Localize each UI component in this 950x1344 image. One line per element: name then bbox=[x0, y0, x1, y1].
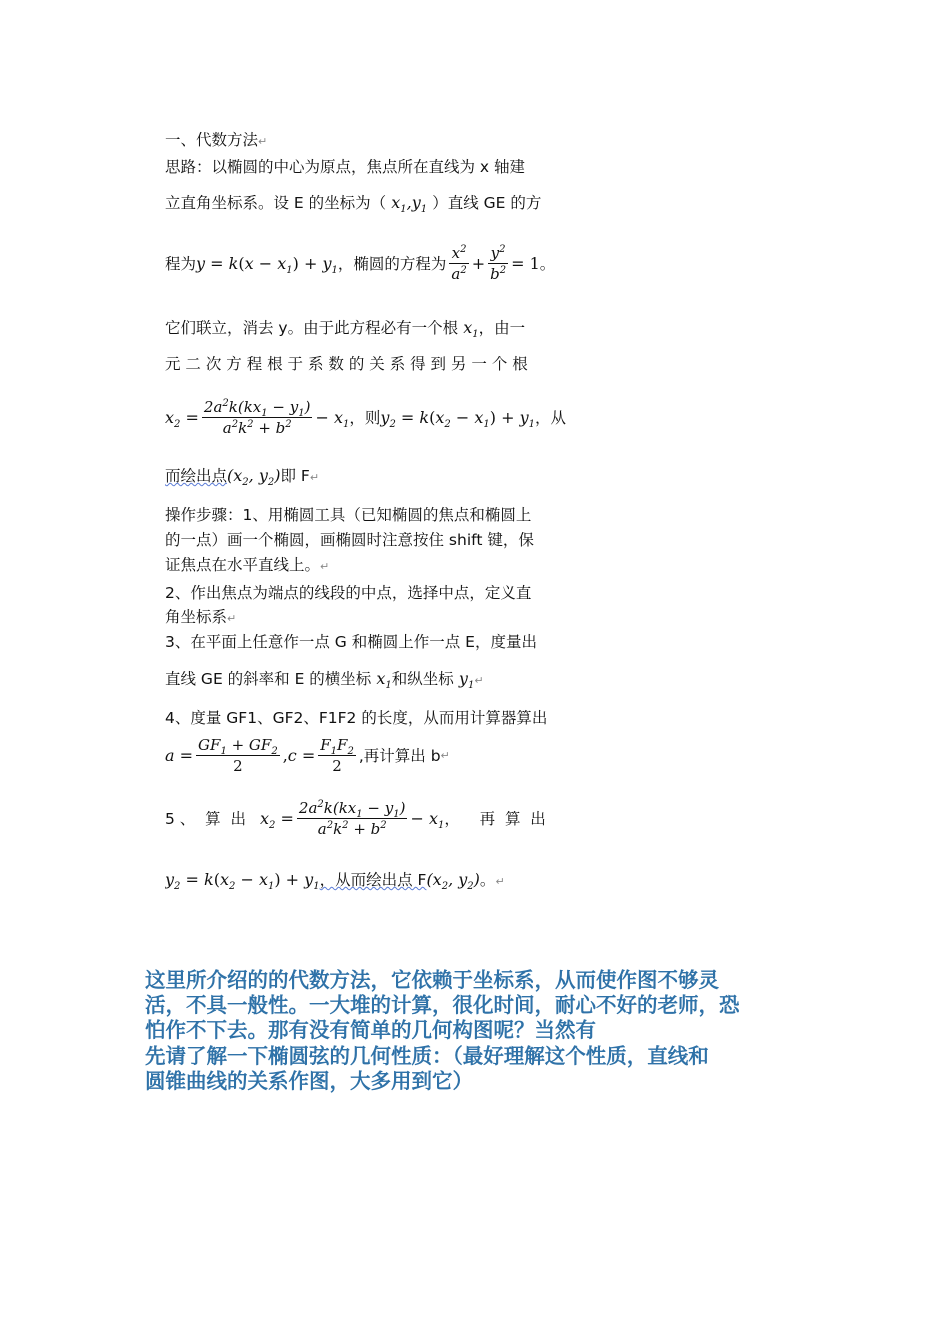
text-line: 的一点）画一个椭圆，画椭圆时注意按住 shift 键，保 bbox=[165, 531, 534, 549]
paragraph-mark: ↵ bbox=[474, 674, 484, 687]
text-line: 4、度量 GF1、GF2、F1F2 的长度，从而用计算器算出 bbox=[165, 709, 548, 727]
highlight-text-line: 先请了解一下椭圆弦的几何性质：（最好理解这个性质，直线和 bbox=[145, 1044, 709, 1068]
math-line-equation: y bbox=[196, 253, 206, 273]
text-line: 直线 GE 的斜率和 E 的横坐标 $x_1$和纵坐标 $y_1↵$ bbox=[165, 669, 484, 691]
section-heading: 一、代数方法↵ bbox=[165, 131, 268, 149]
math-fraction: $\frac{x^2}{a^2}$ bbox=[451, 243, 467, 283]
text-line: $y_2 = k(x_2 - x_1) + y_1$，从而绘出点 $F(x_2$, $y_2$)。↵ bbox=[165, 870, 505, 892]
text-line: 而绘出点($x_2$, $y_2$)即 F↵ bbox=[165, 466, 320, 488]
math-fraction: $\frac{F_1F_2}{2}$ bbox=[320, 735, 354, 775]
paragraph-mark: ↵ bbox=[309, 471, 320, 484]
text-line: a = $\frac{GF_1 + GF_2}{2}$ , c = $\frac{F_1F_2}{2}$ ,再计算出 b ↵ bbox=[165, 735, 450, 775]
highlight-text-line: 活，不具一般性。一大堆的计算，很化时间，耐心不好的老师，恐 bbox=[145, 993, 740, 1017]
math-coords: $x_1,y_1$ bbox=[386, 193, 428, 213]
text-line: 5 、 算 出 $x_2$ = $\frac{2a^2k(kx_1 - y_1)}{a^2k^2 + b^2}$ − $x_1$ ， 再 算 出 bbox=[165, 798, 546, 838]
text-line: 思路：以椭圆的中心为原点，焦点所在直线为 x 轴建 bbox=[165, 158, 526, 176]
highlight-text-line: 圆锥曲线的关系作图，大多用到它） bbox=[145, 1069, 473, 1093]
text-line: 2、作出焦点为端点的线段的中点，选择中点，定义直 bbox=[165, 584, 532, 602]
text-line: 角坐标系↵ bbox=[165, 608, 237, 626]
math-fraction: $\frac{2a^2k(kx_1 - y_1)}{a^2k^2 + b^2}$ bbox=[298, 798, 406, 838]
text-line: 元 二 次 方 程 根 于 系 数 的 关 系 得 到 另 一 个 根 bbox=[165, 355, 528, 373]
text-line: 证焦点在水平直线上。↵ bbox=[165, 556, 330, 574]
text-line: 它们联立，消去 y。由于此方程必有一个根 $x_1$，由一 bbox=[165, 318, 526, 338]
text-line: 操作步骤：1、用椭圆工具（已知椭圆的焦点和椭圆上 bbox=[165, 506, 532, 524]
math-fraction: $\frac{y^2}{b^2}$ bbox=[490, 243, 507, 283]
text-line: 立直角坐标系。设 E 的坐标为（ $x_1,y_1$ ）直线 GE 的方 bbox=[165, 193, 542, 213]
highlight-text-line: 怕作不下去。那有没有简单的几何构图呢？当然有 bbox=[145, 1018, 596, 1042]
text-line: $x_2$ = $\frac{2a^2k(kx_1 - y_1)}{a^2k^2 + b^2}$ − $x_1$ ，则 $y_2$ = k ( $x_2$ − $x_1$ ) + $y_1$ ，从 bbox=[165, 397, 567, 437]
highlight-text-line: 这里所介绍的的代数方法，它依赖于坐标系，从而使作图不够灵 bbox=[145, 968, 719, 992]
text-line: 程为 y = k ( x − $x_1$ ) + $y_1$ ，椭圆的方程为 $\frac{x^2}{a^2}$ + $\frac{y^2}{b^2}$ = 1 。 bbox=[165, 243, 556, 283]
paragraph-mark: ↵ bbox=[440, 748, 450, 762]
math-fraction: $\frac{GF_1 + GF_2}{2}$ bbox=[198, 735, 278, 775]
paragraph-mark: ↵ bbox=[258, 135, 268, 148]
paragraph-mark: ↵ bbox=[227, 612, 237, 625]
text-line: 3、在平面上任意作一点 G 和椭圆上作一点 E，度量出 bbox=[165, 633, 537, 651]
paragraph-mark: ↵ bbox=[495, 875, 505, 888]
math-fraction: $\frac{2a^2k(kx_1 - y_1)}{a^2k^2 + b^2}$ bbox=[203, 397, 311, 437]
paragraph-mark: ↵ bbox=[320, 560, 330, 573]
